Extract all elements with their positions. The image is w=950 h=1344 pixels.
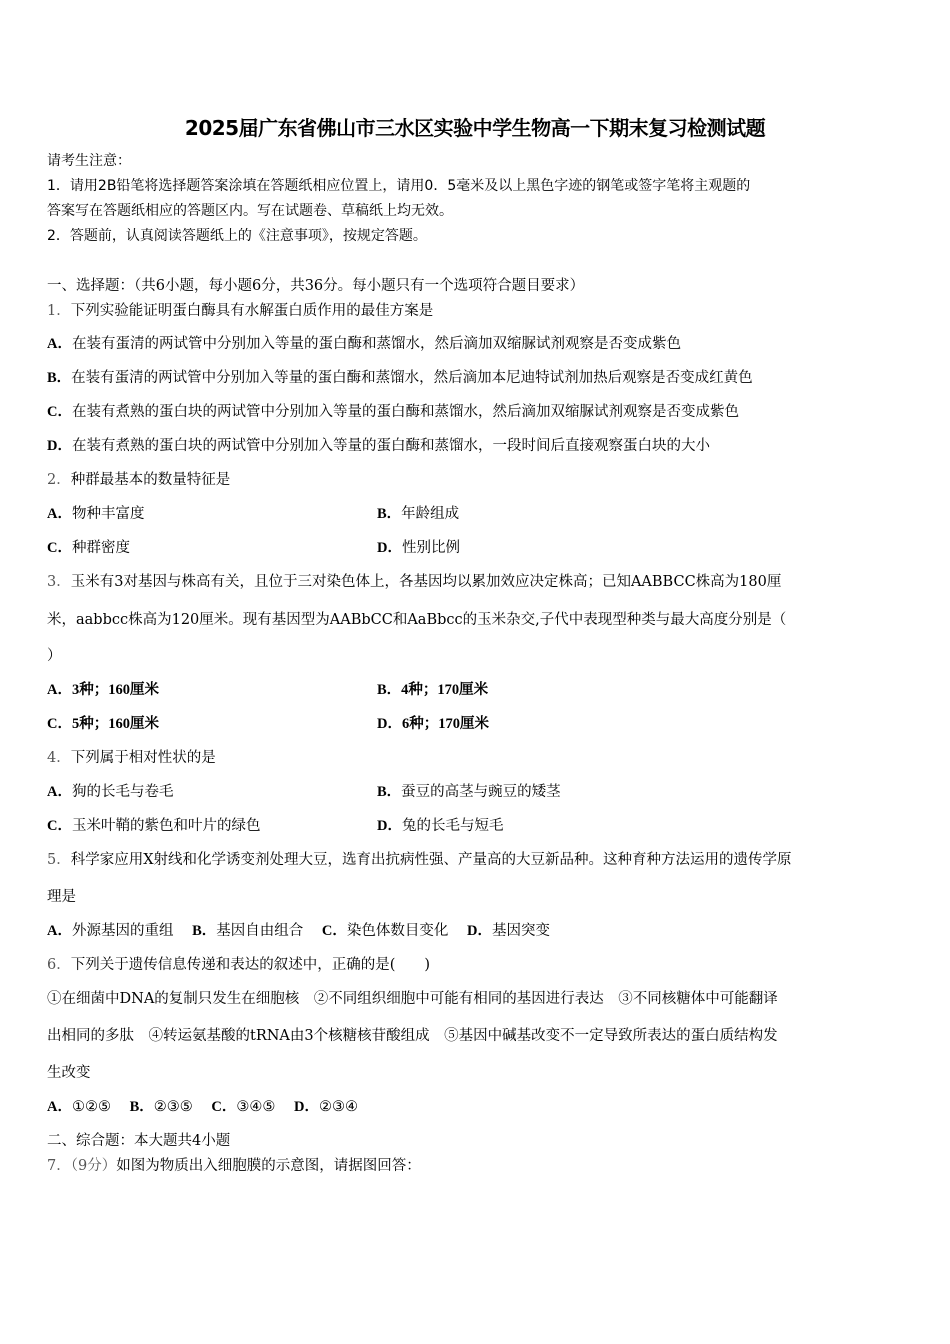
- option-letter: C．: [47, 540, 72, 556]
- q5-option-c: [322, 923, 448, 939]
- q5-option-a: [47, 923, 173, 939]
- q6-option-c: [211, 1099, 275, 1115]
- option-text: 年龄组成: [401, 506, 460, 522]
- q3-option-b: [377, 681, 488, 699]
- question-number: 7．: [47, 1158, 71, 1174]
- question-7: [47, 1157, 421, 1175]
- option-text: 在装有蛋清的两试管中分别加入等量的蛋白酶和蒸馏水，然后滴加本尼迪特试剂加热后观察是否变成红黄色: [71, 370, 753, 386]
- q5-options: [47, 922, 550, 940]
- option-text: 蚕豆的高茎与豌豆的矮茎: [401, 784, 561, 800]
- option-text: 兔的长毛与短毛: [401, 818, 504, 834]
- question-number: 2．: [47, 472, 71, 488]
- option-text: 基因自由组合: [216, 923, 304, 939]
- option-text: 在装有蛋清的两试管中分别加入等量的蛋白酶和蒸馏水，然后滴加双缩脲试剂观察是否变成紫色: [71, 336, 681, 352]
- option-text: 性别比例: [401, 540, 460, 556]
- q5-option-b: [192, 923, 303, 939]
- option-text: ③④⑤: [236, 1099, 276, 1115]
- option-text: ①②⑤: [71, 1099, 111, 1115]
- q3-option-c: [47, 715, 159, 733]
- option-letter: D．: [377, 818, 402, 834]
- q2-option-c: [47, 539, 130, 557]
- option-letter: D．: [293, 1099, 319, 1115]
- option-letter: B．: [129, 1099, 154, 1115]
- option-text: 狗的长毛与卷毛: [71, 784, 174, 800]
- option-letter: B．: [192, 923, 217, 939]
- q6-statements-line-2: 出相同的多肽 ④转运氨基酸的tRNA由3个核糖核苷酸组成 ⑤基因中碱基改变不一定导致所表达的蛋白质结构发: [47, 1028, 778, 1044]
- option-text: 染色体数目变化: [346, 923, 449, 939]
- question-number: 5．: [47, 852, 71, 868]
- option-letter: B．: [47, 370, 72, 386]
- option-letter: B．: [377, 784, 402, 800]
- question-stem: 如图为物质出入细胞膜的示意图，请据图回答：: [116, 1158, 421, 1174]
- q3-option-a: [47, 681, 159, 699]
- q6-option-d: [294, 1099, 358, 1115]
- question-number: 1．: [47, 303, 71, 319]
- option-letter: D．: [377, 540, 402, 556]
- option-letter: A．: [47, 784, 72, 800]
- question-1: [47, 302, 433, 320]
- option-letter: B．: [377, 506, 402, 522]
- q1-option-c: [47, 403, 739, 421]
- q6-option-a: [47, 1099, 111, 1115]
- notice-item-1: 1．请用2B铅笔将选择题答案涂填在答题纸相应位置上，请用0．5毫米及以上黑色字迹的钢笔或签字笔将主观题的: [47, 178, 751, 194]
- q1-option-b: [47, 369, 753, 387]
- q4-option-a: [47, 783, 173, 801]
- q4-option-d: [377, 817, 503, 835]
- option-text: 物种丰富度: [71, 506, 145, 522]
- question-number: 3．: [47, 574, 71, 590]
- option-letter: C．: [47, 716, 72, 732]
- option-text: 外源基因的重组: [71, 923, 174, 939]
- option-letter: A．: [47, 506, 72, 522]
- q5-option-d: [467, 923, 550, 939]
- notice-item-2: 2．答题前，认真阅读答题纸上的《注意事项》，按规定答题。: [47, 228, 427, 244]
- option-letter: D．: [466, 923, 492, 939]
- q4-options-row-1: [47, 783, 907, 801]
- option-text: 玉米叶鞘的紫色和叶片的绿色: [71, 818, 261, 834]
- question-6: [47, 956, 430, 974]
- question-stem: 种群最基本的数量特征是: [70, 472, 231, 488]
- question-3-line-3: ）: [47, 648, 62, 664]
- q2-option-b: [377, 505, 459, 523]
- option-letter: A．: [47, 336, 72, 352]
- q6-options: [47, 1098, 358, 1116]
- option-text: 5种；160厘米: [71, 716, 159, 732]
- notice-item-1-cont: 答案写在答题纸相应的答题区内。写在试题卷、草稿纸上均无效。: [47, 203, 453, 219]
- question-stem: 下列关于遗传信息传递和表达的叙述中，正确的是( ): [70, 957, 431, 973]
- option-letter: C．: [321, 923, 347, 939]
- q2-options-row-2: [47, 539, 907, 557]
- question-2: [47, 471, 230, 489]
- q4-option-b: [377, 783, 561, 801]
- question-stem-line-1: 科学家应用X射线和化学诱变剂处理大豆，选育出抗病性强、产量高的大豆新品种。这种育种方法运用的遗传学原: [70, 852, 792, 868]
- q6-option-b: [130, 1099, 193, 1115]
- option-letter: D．: [47, 438, 72, 454]
- option-text: 在装有煮熟的蛋白块的两试管中分别加入等量的蛋白酶和蒸馏水，然后滴加双缩脲试剂观察是否变成紫色: [71, 404, 739, 420]
- option-text: 4种；170厘米: [401, 682, 489, 698]
- option-letter: A．: [47, 682, 72, 698]
- question-5: [47, 851, 792, 869]
- q4-option-c: [47, 817, 260, 835]
- q6-statements-line-3: 生改变: [47, 1065, 91, 1081]
- q3-options-row-2: [47, 715, 907, 733]
- option-letter: C．: [47, 404, 72, 420]
- q3-option-d: [377, 715, 489, 733]
- option-text: 6种；170厘米: [401, 716, 489, 732]
- option-text: ②③⑤: [153, 1099, 193, 1115]
- option-letter: C．: [211, 1099, 237, 1115]
- q1-option-d: [47, 437, 710, 455]
- section-heading-choice: 一、选择题：（共6小题，每小题6分，共36分。每小题只有一个选项符合题目要求）: [47, 278, 585, 294]
- question-4: [47, 749, 216, 767]
- notice-heading: 请考生注意：: [47, 153, 131, 169]
- option-text: 种群密度: [71, 540, 130, 556]
- option-text: 3种；160厘米: [71, 682, 159, 698]
- section-heading-comprehensive: 二、综合题：本大题共4小题: [47, 1133, 231, 1149]
- question-stem-line-1: 玉米有3对基因与株高有关，且位于三对染色体上，各基因均以累加效应决定株高；已知AABBCC株高为180厘: [70, 574, 782, 590]
- option-letter: A．: [47, 923, 72, 939]
- question-score: （9分）: [70, 1158, 117, 1174]
- question-3: [47, 573, 781, 591]
- q2-option-a: [47, 505, 144, 523]
- q3-options-row-1: [47, 681, 907, 699]
- page-title: 2025届广东省佛山市三水区实验中学生物高一下期末复习检测试题: [184, 116, 766, 140]
- option-text: ②③④: [318, 1099, 358, 1115]
- q1-option-a: [47, 335, 681, 353]
- question-number: 6．: [47, 957, 71, 973]
- option-text: 基因突变: [491, 923, 550, 939]
- q6-statements-line-1: ①在细菌中DNA的复制只发生在细胞核 ②不同组织细胞中可能有相同的基因进行表达 ③不同核糖体中可能翻译: [47, 991, 778, 1007]
- q2-options-row-1: [47, 505, 907, 523]
- question-stem: 下列实验能证明蛋白酶具有水解蛋白质作用的最佳方案是: [70, 303, 434, 319]
- option-text: 在装有煮熟的蛋白块的两试管中分别加入等量的蛋白酶和蒸馏水，一段时间后直接观察蛋白块的大小: [71, 438, 710, 454]
- question-stem: 下列属于相对性状的是: [70, 750, 216, 766]
- question-5-line-2: 理是: [47, 889, 76, 905]
- question-number: 4．: [47, 750, 71, 766]
- q2-option-d: [377, 539, 460, 557]
- option-letter: D．: [377, 716, 402, 732]
- option-letter: C．: [47, 818, 72, 834]
- option-letter: A．: [47, 1099, 72, 1115]
- option-letter: B．: [377, 682, 402, 698]
- question-3-line-2: 米，aabbcc株高为120厘米。现有基因型为AABbCC和AaBbcc的玉米杂交,子代中表现型种类与最大高度分别是（: [47, 612, 787, 628]
- q4-options-row-2: [47, 817, 907, 835]
